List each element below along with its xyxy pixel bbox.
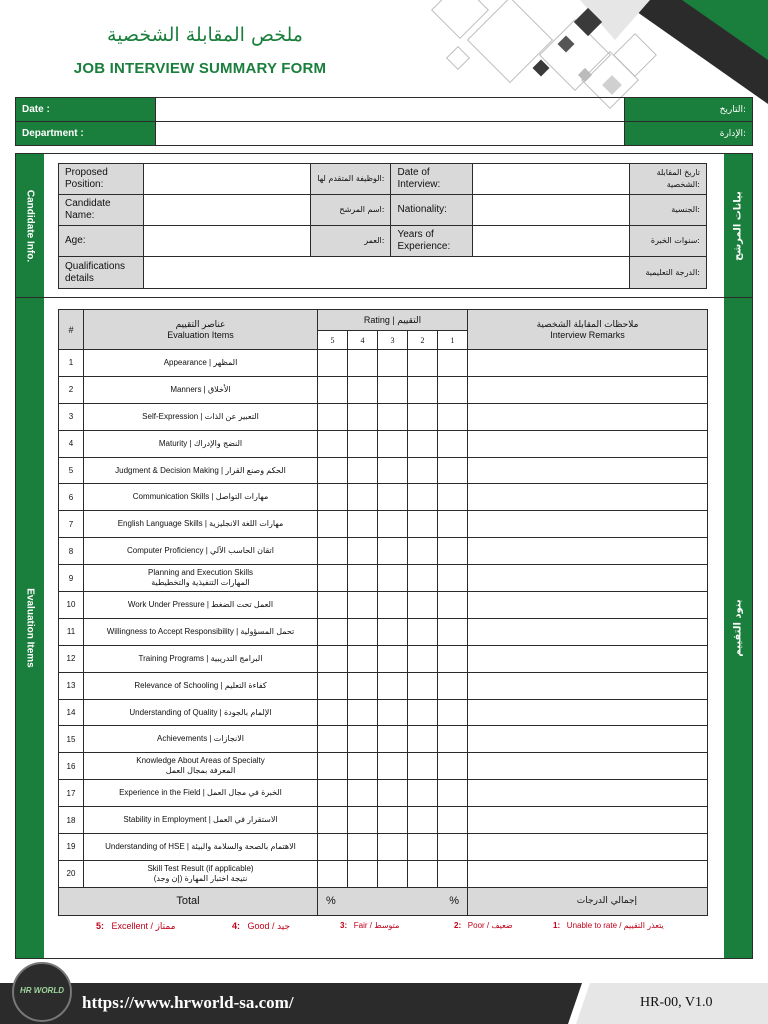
candidate-info-label-arabic: بيانات المرشح [732,190,744,261]
legend-good [232,921,290,932]
evaluation-item [84,403,318,430]
rating-cell-2[interactable] [408,860,438,887]
rating-cell-5[interactable] [318,807,348,834]
evaluation-item [84,672,318,699]
date-label-arabic: التاريخ: [625,98,753,122]
rating-cell-5[interactable] [318,699,348,726]
evaluation-item-text: Willingness to Accept Responsibility | تحمل المسؤولية [106,626,295,636]
evaluation-item [84,699,318,726]
rating-cell-2[interactable] [408,376,438,403]
proposed-position-label: Proposed Position: [59,164,144,195]
remarks-cell[interactable] [468,672,708,699]
years-experience-field[interactable] [473,226,630,257]
evaluation-item [84,753,318,780]
document-code: HR-00, V1.0 [640,995,713,1010]
form-title-arabic: ملخص المقابلة الشخصية [107,24,303,46]
date-of-interview-field[interactable] [473,164,630,195]
evaluation-item [84,645,318,672]
legend-poor [454,921,513,930]
rating-cell-4[interactable] [348,592,378,619]
rating-cell-3[interactable] [378,403,408,430]
legend-4-number: 4: [232,921,241,931]
rating-cell-3[interactable] [378,511,408,538]
total-percentage-cell[interactable] [318,887,468,915]
rating-cell-1[interactable] [438,403,468,430]
rating-cell-1[interactable] [438,807,468,834]
rating-cell-5[interactable] [318,645,348,672]
rating-scale-2: 2 [408,331,438,350]
evaluation-row [59,484,708,511]
remarks-cell[interactable] [468,484,708,511]
rating-cell-1[interactable] [438,484,468,511]
rating-cell-3[interactable] [378,834,408,861]
legend-2-number: 2: [454,921,462,930]
evaluation-row [59,726,708,753]
row-number: 9 [59,565,84,592]
evaluation-items-label: Evaluation Items [24,588,36,668]
rating-cell-4[interactable] [348,807,378,834]
evaluation-item-text: Planning and Execution Skills [148,568,253,578]
evaluation-item-text: Communication Skills | مهارات التواصل [132,492,269,502]
rating-cell-2[interactable] [408,403,438,430]
row-number: 3 [59,403,84,430]
rating-cell-3[interactable] [378,645,408,672]
evaluation-sidebar-left [16,298,44,958]
rating-cell-3[interactable] [378,565,408,592]
evaluation-row [59,538,708,565]
column-header-number: # [59,310,84,350]
row-number: 16 [59,753,84,780]
evaluation-row [59,376,708,403]
rating-cell-2[interactable] [408,430,438,457]
rating-cell-3[interactable] [378,350,408,377]
evaluation-row [59,618,708,645]
remarks-cell[interactable] [468,403,708,430]
evaluation-row [59,592,708,619]
rating-cell-1[interactable] [438,376,468,403]
total-percent-sign: % [326,895,336,908]
legend-1-label: Unable to rate / يتعذر التقييم [566,921,664,930]
rating-cell-3[interactable] [378,430,408,457]
qualifications-label: Qualifications details [59,257,144,289]
evaluation-row [59,457,708,484]
evaluation-row [59,430,708,457]
rating-cell-1[interactable] [438,753,468,780]
legend-4-label: Good / جيد [247,921,291,931]
rating-cell-3[interactable] [378,457,408,484]
evaluation-row [59,565,708,592]
rating-cell-3[interactable] [378,618,408,645]
column-header-remarks [468,310,708,350]
rating-cell-5[interactable] [318,484,348,511]
evaluation-item [84,860,318,887]
rating-cell-1[interactable] [438,780,468,807]
rating-cell-1[interactable] [438,457,468,484]
rating-cell-1[interactable] [438,592,468,619]
department-field[interactable] [156,122,625,146]
rating-scale-1: 1 [438,331,468,350]
decorative-diamonds [420,0,768,110]
rating-cell-2[interactable] [408,618,438,645]
rating-cell-2[interactable] [408,592,438,619]
rating-cell-5[interactable] [318,780,348,807]
evaluation-row [59,645,708,672]
rating-scale-5: 5 [318,331,348,350]
rating-cell-5[interactable] [318,860,348,887]
row-number: 8 [59,538,84,565]
evaluation-item-text: Self-Expression | التعبير عن الذات [142,411,259,421]
evaluation-item-text: Work Under Pressure | العمل تحت الضغط [127,599,274,609]
years-experience-label: Years of Experience: [391,226,473,257]
rating-cell-1[interactable] [438,618,468,645]
remarks-cell[interactable] [468,618,708,645]
rating-cell-4[interactable] [348,860,378,887]
date-of-interview-label-arabic: تاريخ المقابلة الشخصية: [630,164,707,195]
remarks-cell[interactable] [468,780,708,807]
rating-cell-5[interactable] [318,592,348,619]
qualifications-field[interactable] [143,257,629,289]
candidate-sidebar-right [724,154,752,297]
rating-cell-5[interactable] [318,672,348,699]
legend-excellent [96,921,175,932]
rating-cell-4[interactable] [348,350,378,377]
evaluation-item-text: Maturity | النضج والإدراك [158,438,243,448]
rating-cell-5[interactable] [318,350,348,377]
evaluation-item [84,376,318,403]
evaluation-item [84,511,318,538]
legend-2-label: Poor / ضعيف [467,921,513,930]
rating-cell-2[interactable] [408,645,438,672]
rating-cell-2[interactable] [408,457,438,484]
column-header-items-english: Evaluation Items [167,330,234,340]
row-number: 18 [59,807,84,834]
years-experience-label-arabic: سنوات الخبرة: [630,226,707,257]
candidate-name-label: Candidate Name: [59,195,144,226]
evaluation-item-text: Relevance of Schooling | كفاءة التعليم [134,680,267,690]
rating-cell-4[interactable] [348,430,378,457]
candidate-info-label: Candidate Info. [24,189,36,262]
evaluation-item [84,780,318,807]
candidate-name-label-arabic: اسم المرشح: [310,195,391,226]
column-header-rating: Rating | التقييم [318,310,468,331]
rating-cell-2[interactable] [408,350,438,377]
row-number: 10 [59,592,84,619]
rating-cell-3[interactable] [378,538,408,565]
legend-1-number: 1: [553,921,561,930]
legend-5-label: Excellent / ممتاز [111,921,176,931]
evaluation-item [84,618,318,645]
evaluation-item [84,726,318,753]
evaluation-row [59,753,708,780]
evaluation-item-text: Appearance | المظهر [163,357,238,367]
remarks-cell[interactable] [468,592,708,619]
rating-cell-1[interactable] [438,565,468,592]
rating-cell-5[interactable] [318,457,348,484]
remarks-cell[interactable] [468,538,708,565]
row-number: 14 [59,699,84,726]
evaluation-item [84,592,318,619]
evaluation-item [84,350,318,377]
rating-cell-4[interactable] [348,753,378,780]
rating-cell-3[interactable] [378,780,408,807]
remarks-cell[interactable] [468,726,708,753]
legend-5-number: 5: [96,921,105,931]
evaluation-item-text: Judgment & Decision Making | الحكم وصنع القرار [115,465,286,475]
rating-cell-2[interactable] [408,780,438,807]
remarks-cell[interactable] [468,807,708,834]
evaluation-item-text-arabic: المعرفة بمجال العمل [165,766,236,776]
total-label-arabic: إجمالي الدرجات [468,887,708,915]
age-label-arabic: العمر: [310,226,391,257]
rating-cell-2[interactable] [408,565,438,592]
remarks-cell[interactable] [468,350,708,377]
row-number: 4 [59,430,84,457]
rating-cell-2[interactable] [408,807,438,834]
evaluation-row [59,403,708,430]
remarks-cell[interactable] [468,699,708,726]
rating-cell-3[interactable] [378,699,408,726]
remarks-cell[interactable] [468,457,708,484]
remarks-cell[interactable] [468,834,708,861]
rating-cell-3[interactable] [378,726,408,753]
rating-cell-4[interactable] [348,672,378,699]
rating-cell-2[interactable] [408,699,438,726]
rating-cell-4[interactable] [348,618,378,645]
rating-cell-1[interactable] [438,430,468,457]
rating-cell-5[interactable] [318,430,348,457]
hr-world-logo [12,962,72,1022]
nationality-label-arabic: الجنسية: [630,195,707,226]
evaluation-item-text: Achievements | الانجازات [156,734,244,744]
rating-cell-4[interactable] [348,376,378,403]
evaluation-row [59,834,708,861]
rating-cell-4[interactable] [348,403,378,430]
evaluation-item [84,807,318,834]
logo-text: HR WORLD [20,986,64,995]
evaluation-row [59,350,708,377]
rating-cell-5[interactable] [318,565,348,592]
rating-cell-5[interactable] [318,538,348,565]
rating-cell-1[interactable] [438,834,468,861]
rating-cell-1[interactable] [438,511,468,538]
rating-cell-4[interactable] [348,699,378,726]
rating-scale-3: 3 [378,331,408,350]
department-label-arabic: الإدارة: [625,122,753,146]
total-label: Total [59,887,318,915]
row-number: 15 [59,726,84,753]
evaluation-item-text: Knowledge About Areas of Specialty [136,756,265,766]
rating-cell-5[interactable] [318,376,348,403]
rating-cell-2[interactable] [408,484,438,511]
rating-cell-5[interactable] [318,834,348,861]
legend-3-number: 3: [340,921,348,930]
candidate-name-field[interactable] [143,195,310,226]
date-of-interview-label: Date of Interview: [391,164,473,195]
evaluation-item-text: Experience in the Field | الخبرة في مجال العمل [119,788,282,798]
remarks-cell[interactable] [468,511,708,538]
rating-cell-3[interactable] [378,376,408,403]
row-number: 6 [59,484,84,511]
department-label: Department : [16,122,156,146]
evaluation-row [59,780,708,807]
column-header-items-arabic: عناصر التقييم [175,319,226,329]
rating-cell-5[interactable] [318,753,348,780]
evaluation-item-text: Training Programs | البرامج التدريبية [138,653,263,663]
evaluation-items-label-arabic: بنود التقييم [732,599,744,657]
evaluation-item [84,457,318,484]
form-title: JOB INTERVIEW SUMMARY FORM [73,60,327,77]
row-number: 5 [59,457,84,484]
evaluation-row [59,511,708,538]
row-number: 11 [59,618,84,645]
rating-cell-5[interactable] [318,726,348,753]
rating-cell-1[interactable] [438,672,468,699]
rating-cell-3[interactable] [378,672,408,699]
nationality-label: Nationality: [391,195,473,226]
row-number: 20 [59,860,84,887]
evaluation-row [59,699,708,726]
qualifications-label-arabic: الدرجة التعليمية: [630,257,707,289]
age-label: Age: [59,226,144,257]
rating-cell-3[interactable] [378,753,408,780]
rating-cell-4[interactable] [348,538,378,565]
evaluation-item-text: Understanding of Quality | الإلمام بالجودة [129,707,272,717]
rating-cell-1[interactable] [438,538,468,565]
evaluation-item [84,484,318,511]
rating-cell-2[interactable] [408,538,438,565]
remarks-cell[interactable] [468,430,708,457]
rating-cell-4[interactable] [348,484,378,511]
rating-cell-4[interactable] [348,726,378,753]
rating-cell-4[interactable] [348,780,378,807]
evaluation-item-text: Manners | الأخلاق [170,384,231,394]
column-header-remarks-arabic: ملاحظات المقابلة الشخصية [536,319,639,329]
row-number: 19 [59,834,84,861]
rating-cell-4[interactable] [348,565,378,592]
evaluation-row [59,672,708,699]
evaluation-item-text: Understanding of HSE | الاهتمام بالصحة والسلامة والبيئة [105,841,296,851]
website-link[interactable]: https://www.hrworld-sa.com/ [82,993,294,1012]
proposed-position-label-arabic: الوظيفة المتقدم لها: [310,164,391,195]
proposed-position-field[interactable] [143,164,310,195]
evaluation-item [84,430,318,457]
rating-cell-4[interactable] [348,511,378,538]
rating-cell-2[interactable] [408,726,438,753]
remarks-cell[interactable] [468,860,708,887]
legend-unable [553,921,664,930]
rating-cell-5[interactable] [318,511,348,538]
age-field[interactable] [143,226,310,257]
rating-cell-2[interactable] [408,753,438,780]
evaluation-table [58,309,708,916]
rating-cell-1[interactable] [438,860,468,887]
rating-cell-1[interactable] [438,350,468,377]
evaluation-sidebar-right [724,298,752,958]
rating-cell-3[interactable] [378,484,408,511]
rating-cell-3[interactable] [378,592,408,619]
remarks-cell[interactable] [468,376,708,403]
rating-cell-3[interactable] [378,807,408,834]
evaluation-item [84,538,318,565]
rating-cell-2[interactable] [408,511,438,538]
row-number: 2 [59,376,84,403]
evaluation-item-text: English Language Skills | مهارات اللغة الانجليزية [117,519,284,529]
rating-cell-1[interactable] [438,645,468,672]
column-header-remarks-english: Interview Remarks [550,330,625,340]
remarks-cell[interactable] [468,645,708,672]
evaluation-item-text-arabic: المهارات التنفيذية والتخطيطية [151,578,250,588]
rating-cell-2[interactable] [408,672,438,699]
row-number: 7 [59,511,84,538]
evaluation-item-text: Skill Test Result (if applicable) [147,863,254,873]
rating-cell-2[interactable] [408,834,438,861]
evaluation-row [59,860,708,887]
remarks-cell[interactable] [468,565,708,592]
rating-cell-4[interactable] [348,645,378,672]
evaluation-item-text: Stability in Employment | الاستقرار في العمل [123,815,278,825]
rating-cell-5[interactable] [318,403,348,430]
evaluation-item-text-arabic: نتيجة اختبار المهارة (إن وجد) [153,873,248,883]
legend-fair [340,921,399,930]
date-department-table [15,97,753,146]
candidate-sidebar-left [16,154,44,297]
rating-cell-5[interactable] [318,618,348,645]
total-percent-sign-2: % [449,895,460,908]
column-header-items [84,310,318,350]
rating-cell-4[interactable] [348,457,378,484]
legend-3-label: Fair / متوسط [353,921,400,930]
row-number: 17 [59,780,84,807]
remarks-cell[interactable] [468,753,708,780]
date-label: Date : [16,98,156,122]
rating-scale-4: 4 [348,331,378,350]
row-number: 1 [59,350,84,377]
rating-cell-1[interactable] [438,726,468,753]
row-number: 12 [59,645,84,672]
rating-cell-3[interactable] [378,860,408,887]
section-divider [15,297,753,298]
evaluation-item-text: Computer Proficiency | اتقان الحاسب الآلي [127,546,274,556]
nationality-field[interactable] [473,195,630,226]
evaluation-row [59,807,708,834]
rating-cell-4[interactable] [348,834,378,861]
rating-cell-1[interactable] [438,699,468,726]
candidate-info-table [58,163,707,289]
date-field[interactable] [156,98,625,122]
evaluation-item [84,565,318,592]
row-number: 13 [59,672,84,699]
evaluation-item [84,834,318,861]
